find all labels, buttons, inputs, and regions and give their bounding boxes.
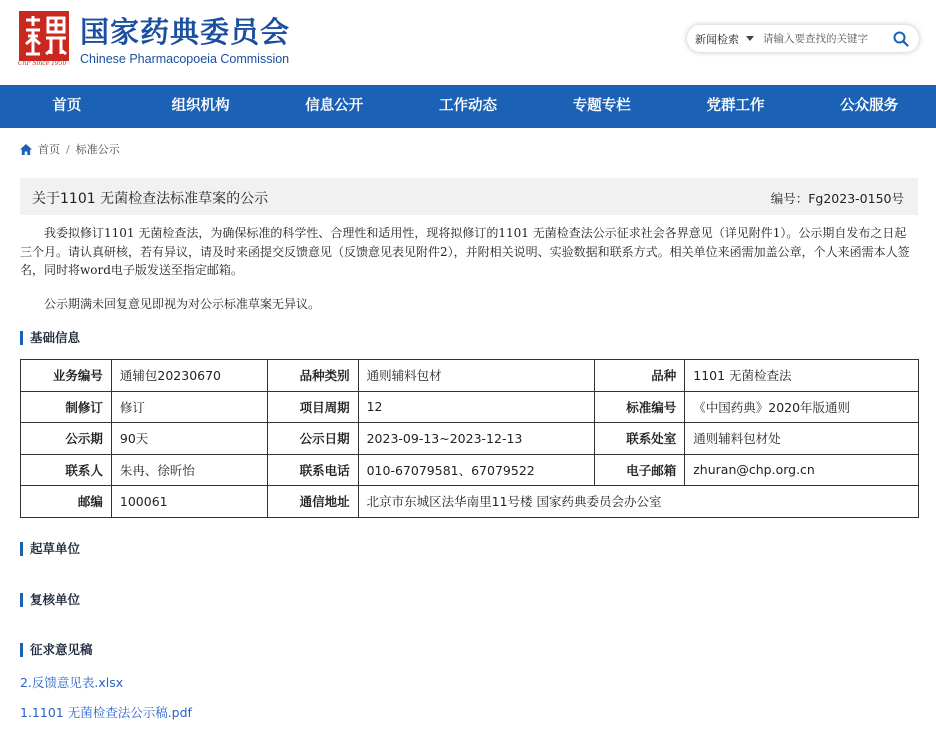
contact-person-label: 联系人 (21, 454, 112, 486)
contact-person-value: 朱冉、徐昕怡 (111, 454, 267, 486)
address-value: 北京市东城区法华南里11号楼 国家药典委员会办公室 (358, 486, 918, 518)
table-row (21, 423, 919, 455)
table-row (21, 486, 919, 518)
site-title-cn[interactable]: 国家药典委员会 (80, 15, 291, 49)
table-row (21, 391, 919, 423)
breadcrumb-separator: / (66, 142, 70, 156)
category-value: 通则辅料包材 (358, 360, 595, 392)
attachment-link-feedback-form[interactable]: 2.反馈意见表.xlsx (20, 675, 124, 690)
postcode-label: 邮编 (21, 486, 112, 518)
nav-item-party-work[interactable]: 党群工作 (706, 98, 765, 114)
logo-tagline: ChP Since 1950 (18, 60, 67, 67)
search-icon[interactable] (892, 30, 910, 48)
publicity-date-value: 2023-09-13~2023-12-13 (358, 423, 595, 455)
breadcrumb-home[interactable]: 首页 (38, 143, 60, 156)
search-input[interactable] (763, 30, 883, 47)
contact-department-value: 通则辅料包材处 (685, 423, 919, 455)
phone-label: 联系电话 (267, 454, 358, 486)
publicity-period-value: 90天 (111, 423, 267, 455)
phone-value: 010-67079581、67079522 (358, 454, 595, 486)
section-title-review-unit: 复核单位 (20, 593, 80, 607)
nav-item-organization[interactable]: 组织机构 (171, 98, 230, 114)
table-row (21, 360, 919, 392)
section-title-basic-info: 基础信息 (20, 331, 80, 345)
standard-number-value: 《中国药典》2020年版通则 (685, 391, 919, 423)
document-number: 编号：Fg2023-0150号 (770, 191, 904, 206)
search-box (687, 25, 919, 52)
section-title-drafting-unit: 起草单位 (20, 542, 80, 556)
chevron-down-icon[interactable] (746, 36, 754, 41)
publicity-date-label: 公示日期 (267, 423, 358, 455)
breadcrumb-current[interactable]: 标准公示 (75, 143, 120, 156)
nav-item-info-disclosure[interactable]: 信息公开 (305, 98, 364, 114)
nav-item-special-topics[interactable]: 专题专栏 (572, 98, 631, 114)
notice-paragraph-2: 公示期满未回复意见即视为对公示标准草案无异议。 (44, 297, 321, 311)
revision-type-value: 修订 (111, 391, 267, 423)
nav-item-work-news[interactable]: 工作动态 (439, 98, 498, 114)
main-nav (0, 85, 936, 128)
business-number-label: 业务编号 (21, 360, 112, 392)
variety-value: 1101 无菌检查法 (685, 360, 919, 392)
address-label: 通信地址 (267, 486, 358, 518)
nav-item-home[interactable]: 首页 (52, 98, 82, 114)
nav-item-public-service[interactable]: 公众服务 (840, 98, 899, 114)
seal-logo-icon[interactable] (18, 10, 70, 62)
page-title: 关于1101 无菌检查法标准草案的公示 (32, 191, 269, 207)
project-cycle-label: 项目周期 (267, 391, 358, 423)
publicity-period-label: 公示期 (21, 423, 112, 455)
business-number-value: 通辅包20230670 (111, 360, 267, 392)
site-header (0, 0, 936, 85)
revision-type-label: 制修订 (21, 391, 112, 423)
search-category-select[interactable]: 新闻检索 (695, 33, 739, 46)
contact-department-label: 联系处室 (595, 423, 685, 455)
article-title-bar (20, 178, 918, 215)
site-title-en: Chinese Pharmacopoeia Commission (80, 52, 290, 66)
section-title-draft-for-comment: 征求意见稿 (20, 643, 93, 657)
attachment-link-draft-pdf[interactable]: 1.1101 无菌检查法公示稿.pdf (20, 705, 192, 720)
postcode-value: 100061 (111, 486, 267, 518)
project-cycle-value: 12 (358, 391, 595, 423)
notice-paragraph: 我委拟修订1101 无菌检查法，为确保标准的科学性、合理性和适用性，现将拟修订的1101 无菌检查法公示征求社会各界意见（详见附件1）。公示期自发布之日起三个月。请认真研核，若有异议，请及时来函提交反馈意见（反馈意见表见附件2），并附相关说明、实验数据和联系方式。相关单位来函需加盖公章，个人来函需本人签名，同时将word电子版发送至指定邮箱。 (20, 226, 910, 277)
standard-number-label: 标准编号 (595, 391, 685, 423)
variety-label: 品种 (595, 360, 685, 392)
basic-info-table (20, 359, 919, 518)
table-row (21, 454, 919, 486)
category-label: 品种类别 (267, 360, 358, 392)
email-label: 电子邮箱 (595, 454, 685, 486)
home-icon (20, 144, 32, 155)
email-value[interactable]: zhuran@chp.org.cn (685, 454, 919, 486)
breadcrumb (20, 142, 120, 156)
